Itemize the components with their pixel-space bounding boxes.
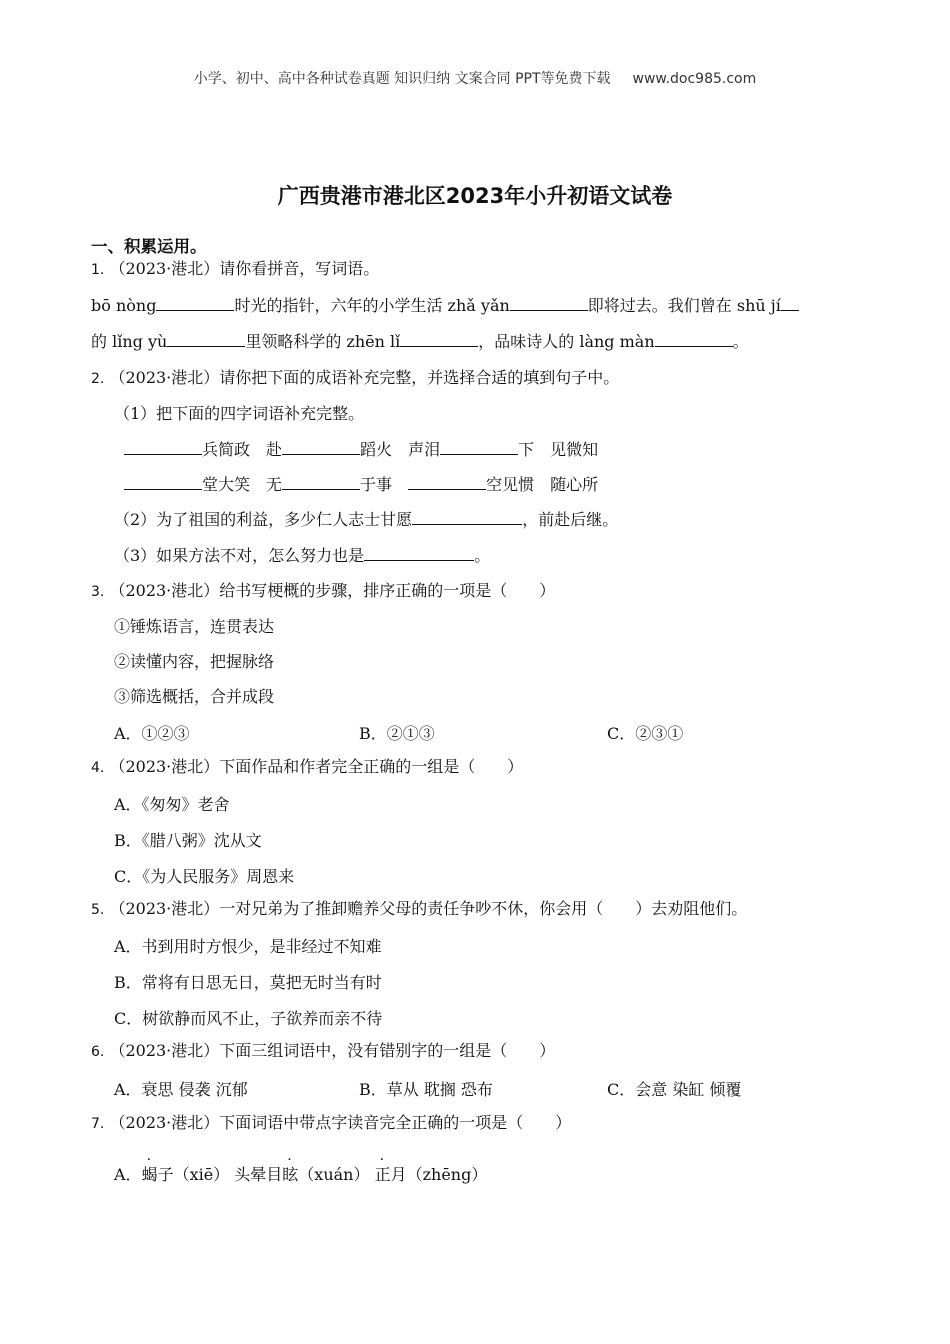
dotted-char: 眩	[282, 1165, 299, 1184]
question-2-part-3: （3）如果方法不对，怎么努力也是 。	[114, 546, 491, 565]
blank[interactable]	[510, 296, 588, 311]
blank[interactable]	[400, 332, 478, 347]
blank[interactable]	[440, 440, 518, 455]
page-header	[0, 68, 950, 88]
option-a[interactable]: A．书到用时方恨少，是非经过不知难	[114, 937, 382, 956]
option-a[interactable]: A．蝎子（xiē） 头晕目眩（xuán） 正月（zhēng）	[114, 1165, 488, 1184]
option-a[interactable]: A．《匆匆》老舍	[114, 795, 230, 814]
question-6-stem: 6. （2023·港北）下面三组词语中，没有错别字的一组是（ ）	[91, 1041, 556, 1060]
question-3-stem: 3. （2023·港北）给书写梗概的步骤，排序正确的一项是（ ）	[91, 581, 556, 600]
option-b[interactable]: B．②①③	[359, 724, 435, 743]
option-a[interactable]: A．衰思 侵袭 沉郁	[114, 1080, 248, 1099]
blank[interactable]	[364, 546, 474, 561]
blank[interactable]	[408, 475, 486, 490]
blank[interactable]	[124, 475, 202, 490]
option-b[interactable]: B．常将有日思无日，莫把无时当有时	[114, 973, 382, 992]
option-b[interactable]: B．草从 耽搁 恐布	[359, 1080, 493, 1099]
blank[interactable]	[124, 440, 202, 455]
blank[interactable]	[655, 332, 733, 347]
option-c[interactable]: C．会意 染缸 倾覆	[607, 1080, 742, 1099]
header-site[interactable]: www.doc985.com	[632, 71, 757, 87]
page-title: 广西贵港市港北区2023年小升初语文试卷	[277, 184, 673, 208]
header-text: 小学、初中、高中各种试卷真题 知识归纳 文案合同 PPT等免费下载	[193, 71, 611, 87]
blank[interactable]	[412, 510, 522, 525]
idiom-row-1: 兵简政 赴 蹈火 声泪 下 见微知	[124, 439, 598, 461]
idiom-row-2: 堂大笑 无 于事 空见惯 随心所	[124, 474, 598, 496]
question-4-stem: 4. （2023·港北）下面作品和作者完全正确的一组是（ ）	[91, 757, 524, 776]
option-a[interactable]: A．①②③	[114, 724, 190, 743]
question-5-stem: 5. （2023·港北）一对兄弟为了推卸赡养父母的责任争吵不休，你会用（ ）去劝阻他们。	[91, 899, 748, 918]
blank[interactable]	[781, 296, 799, 311]
question-7-stem: 7. （2023·港北）下面词语中带点字读音完全正确的一项是（ ）	[91, 1113, 572, 1132]
step-3: ③筛选概括，合并成段	[114, 687, 275, 706]
blank[interactable]	[167, 332, 245, 347]
blank[interactable]	[156, 296, 234, 311]
question-1-line-1: bō nòng 时光的指针，六年的小学生活 zhǎ yǎn 即将过去。我们曾在 shū jí	[91, 295, 799, 317]
option-c[interactable]: C．②③①	[607, 724, 684, 743]
step-1: ①锤炼语言，连贯表达	[114, 617, 275, 636]
question-2-part-1: （1）把下面的四字词语补充完整。	[114, 404, 365, 423]
option-c[interactable]: C．树欲静而风不止，子欲养而亲不待	[114, 1009, 383, 1028]
question-2-stem: 2. （2023·港北）请你把下面的成语补充完整，并选择合适的填到句子中。	[91, 368, 620, 387]
option-c[interactable]: C．《为人民服务》周恩来	[114, 867, 295, 886]
dotted-char: 正	[374, 1165, 391, 1184]
step-2: ②读懂内容，把握脉络	[114, 652, 275, 671]
section-heading: 一、积累运用。	[91, 237, 207, 256]
blank[interactable]	[282, 440, 360, 455]
dotted-char: 蝎	[141, 1165, 158, 1184]
option-b[interactable]: B．《腊八粥》沈从文	[114, 831, 262, 850]
question-1-line-2: 的 lǐng yù 里领略科学的 zhēn lǐ ，品味诗人的 làng màn 。	[91, 332, 749, 351]
question-2-part-2: （2）为了祖国的利益，多少仁人志士甘愿 ，前赴后继。	[114, 510, 619, 529]
blank[interactable]	[282, 475, 360, 490]
question-1-stem: 1. （2023·港北）请你看拼音，写词语。	[91, 259, 380, 278]
